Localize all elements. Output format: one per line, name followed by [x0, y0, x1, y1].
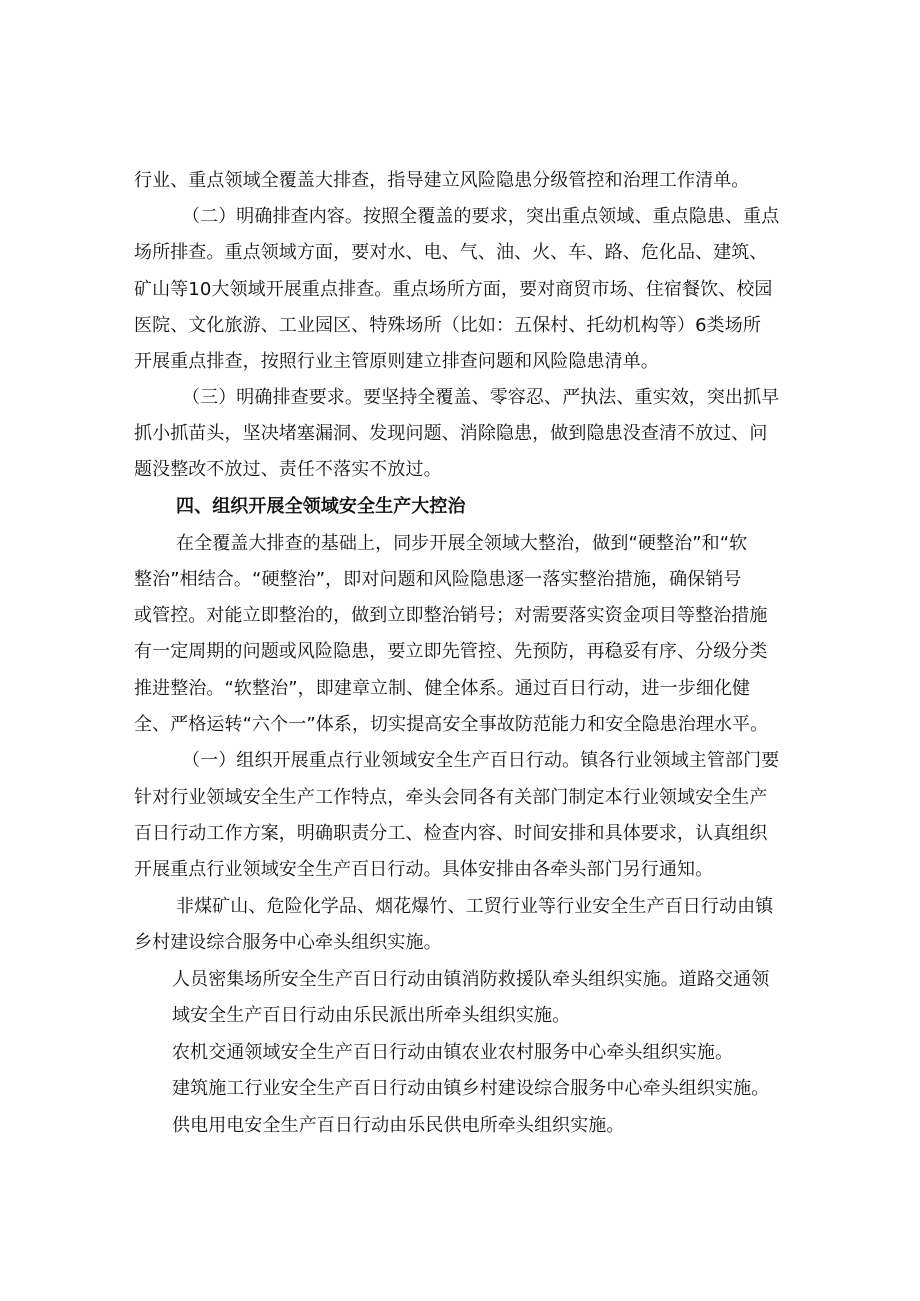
text-line: 农机交通领域安全生产百日行动由镇农业农村服务中心牵头组织实施。: [172, 1042, 734, 1063]
text-line: 行业、重点领域全覆盖大排查，指导建立风险隐患分级管控和治理工作清单。: [134, 170, 750, 191]
text-line: 开展重点排查，按照行业主管原则建立排查问题和风险隐患清单。: [134, 351, 659, 372]
text-line: 抓小抓苗头，坚决堵塞漏洞、发现问题、消除隐患，做到隐患没查清不放过、问: [134, 423, 768, 444]
text-line: （三）明确排查要求。要坚持全覆盖、零容忍、严执法、重实效，突出抓早: [182, 387, 780, 408]
text-line: 全、严格运转“六个一”体系，切实提高安全事故防范能力和安全隐患治理水平。: [134, 714, 769, 735]
text-line: 有一定周期的问题或风险隐患，要立即先管控、先预防，再稳妥有序、分级分类: [134, 641, 768, 662]
text-line: 在全覆盖大排查的基础上，同步开展全领域大整治，做到“硬整治”和“软: [176, 533, 748, 554]
text-line: 百日行动工作方案，明确职责分工、检查内容、时间安排和具体要求，认真组织: [134, 823, 768, 844]
text-line: 开展重点行业领域安全生产百日行动。具体安排由各牵头部门另行通知。: [134, 859, 714, 880]
text-line: （一）组织开展重点行业领域安全生产百日行动。镇各行业领域主管部门要: [182, 750, 780, 771]
text-line: 域安全生产百日行动由乐民派出所牵头组织实施。: [172, 1005, 571, 1026]
text-line: 整治”相结合。“硬整治”，即对问题和风险隐患逐一落实整治措施，确保销号: [134, 569, 742, 590]
text-line: 推进整治。“软整治”，即建章立制、健全体系。通过百日行动，进一步细化健: [134, 678, 751, 699]
text-line: 场所排查。重点领域方面，要对水、电、气、油、火、车、路、危化品、建筑、: [134, 242, 768, 263]
text-line: 人员密集场所安全生产百日行动由镇消防救援队牵头组织实施。道路交通领: [172, 969, 770, 990]
section-heading: 四、组织开展全领域安全生产大控治: [176, 496, 466, 517]
text-line: （二）明确排查内容。按照全覆盖的要求，突出重点领域、重点隐患、重点: [182, 206, 780, 227]
text-line: 针对行业领域安全生产工作特点，牵头会同各有关部门制定本行业领域安全生产: [134, 787, 768, 808]
text-line: 建筑施工行业安全生产百日行动由镇乡村建设综合服务中心牵头组织实施。: [172, 1078, 770, 1099]
text-line: 题没整改不放过、责任不落实不放过。: [134, 459, 442, 480]
text-line: 乡村建设综合服务中心牵头组织实施。: [134, 932, 442, 953]
text-line: 医院、文化旅游、工业园区、特殊场所（比如：五保村、托幼机构等）6类场所: [134, 315, 761, 336]
text-line: 供电用电安全生产百日行动由乐民供电所牵头组织实施。: [172, 1115, 625, 1136]
text-line: 矿山等10大领域开展重点排查。重点场所方面，要对商贸市场、住宿餐饮、校园: [134, 279, 773, 300]
text-line: 非煤矿山、危险化学品、烟花爆竹、工贸行业等行业安全生产百日行动由镇: [176, 896, 774, 917]
text-line: 或管控。对能立即整治的，做到立即整治销号；对需要落实资金项目等整治措施: [134, 605, 768, 626]
